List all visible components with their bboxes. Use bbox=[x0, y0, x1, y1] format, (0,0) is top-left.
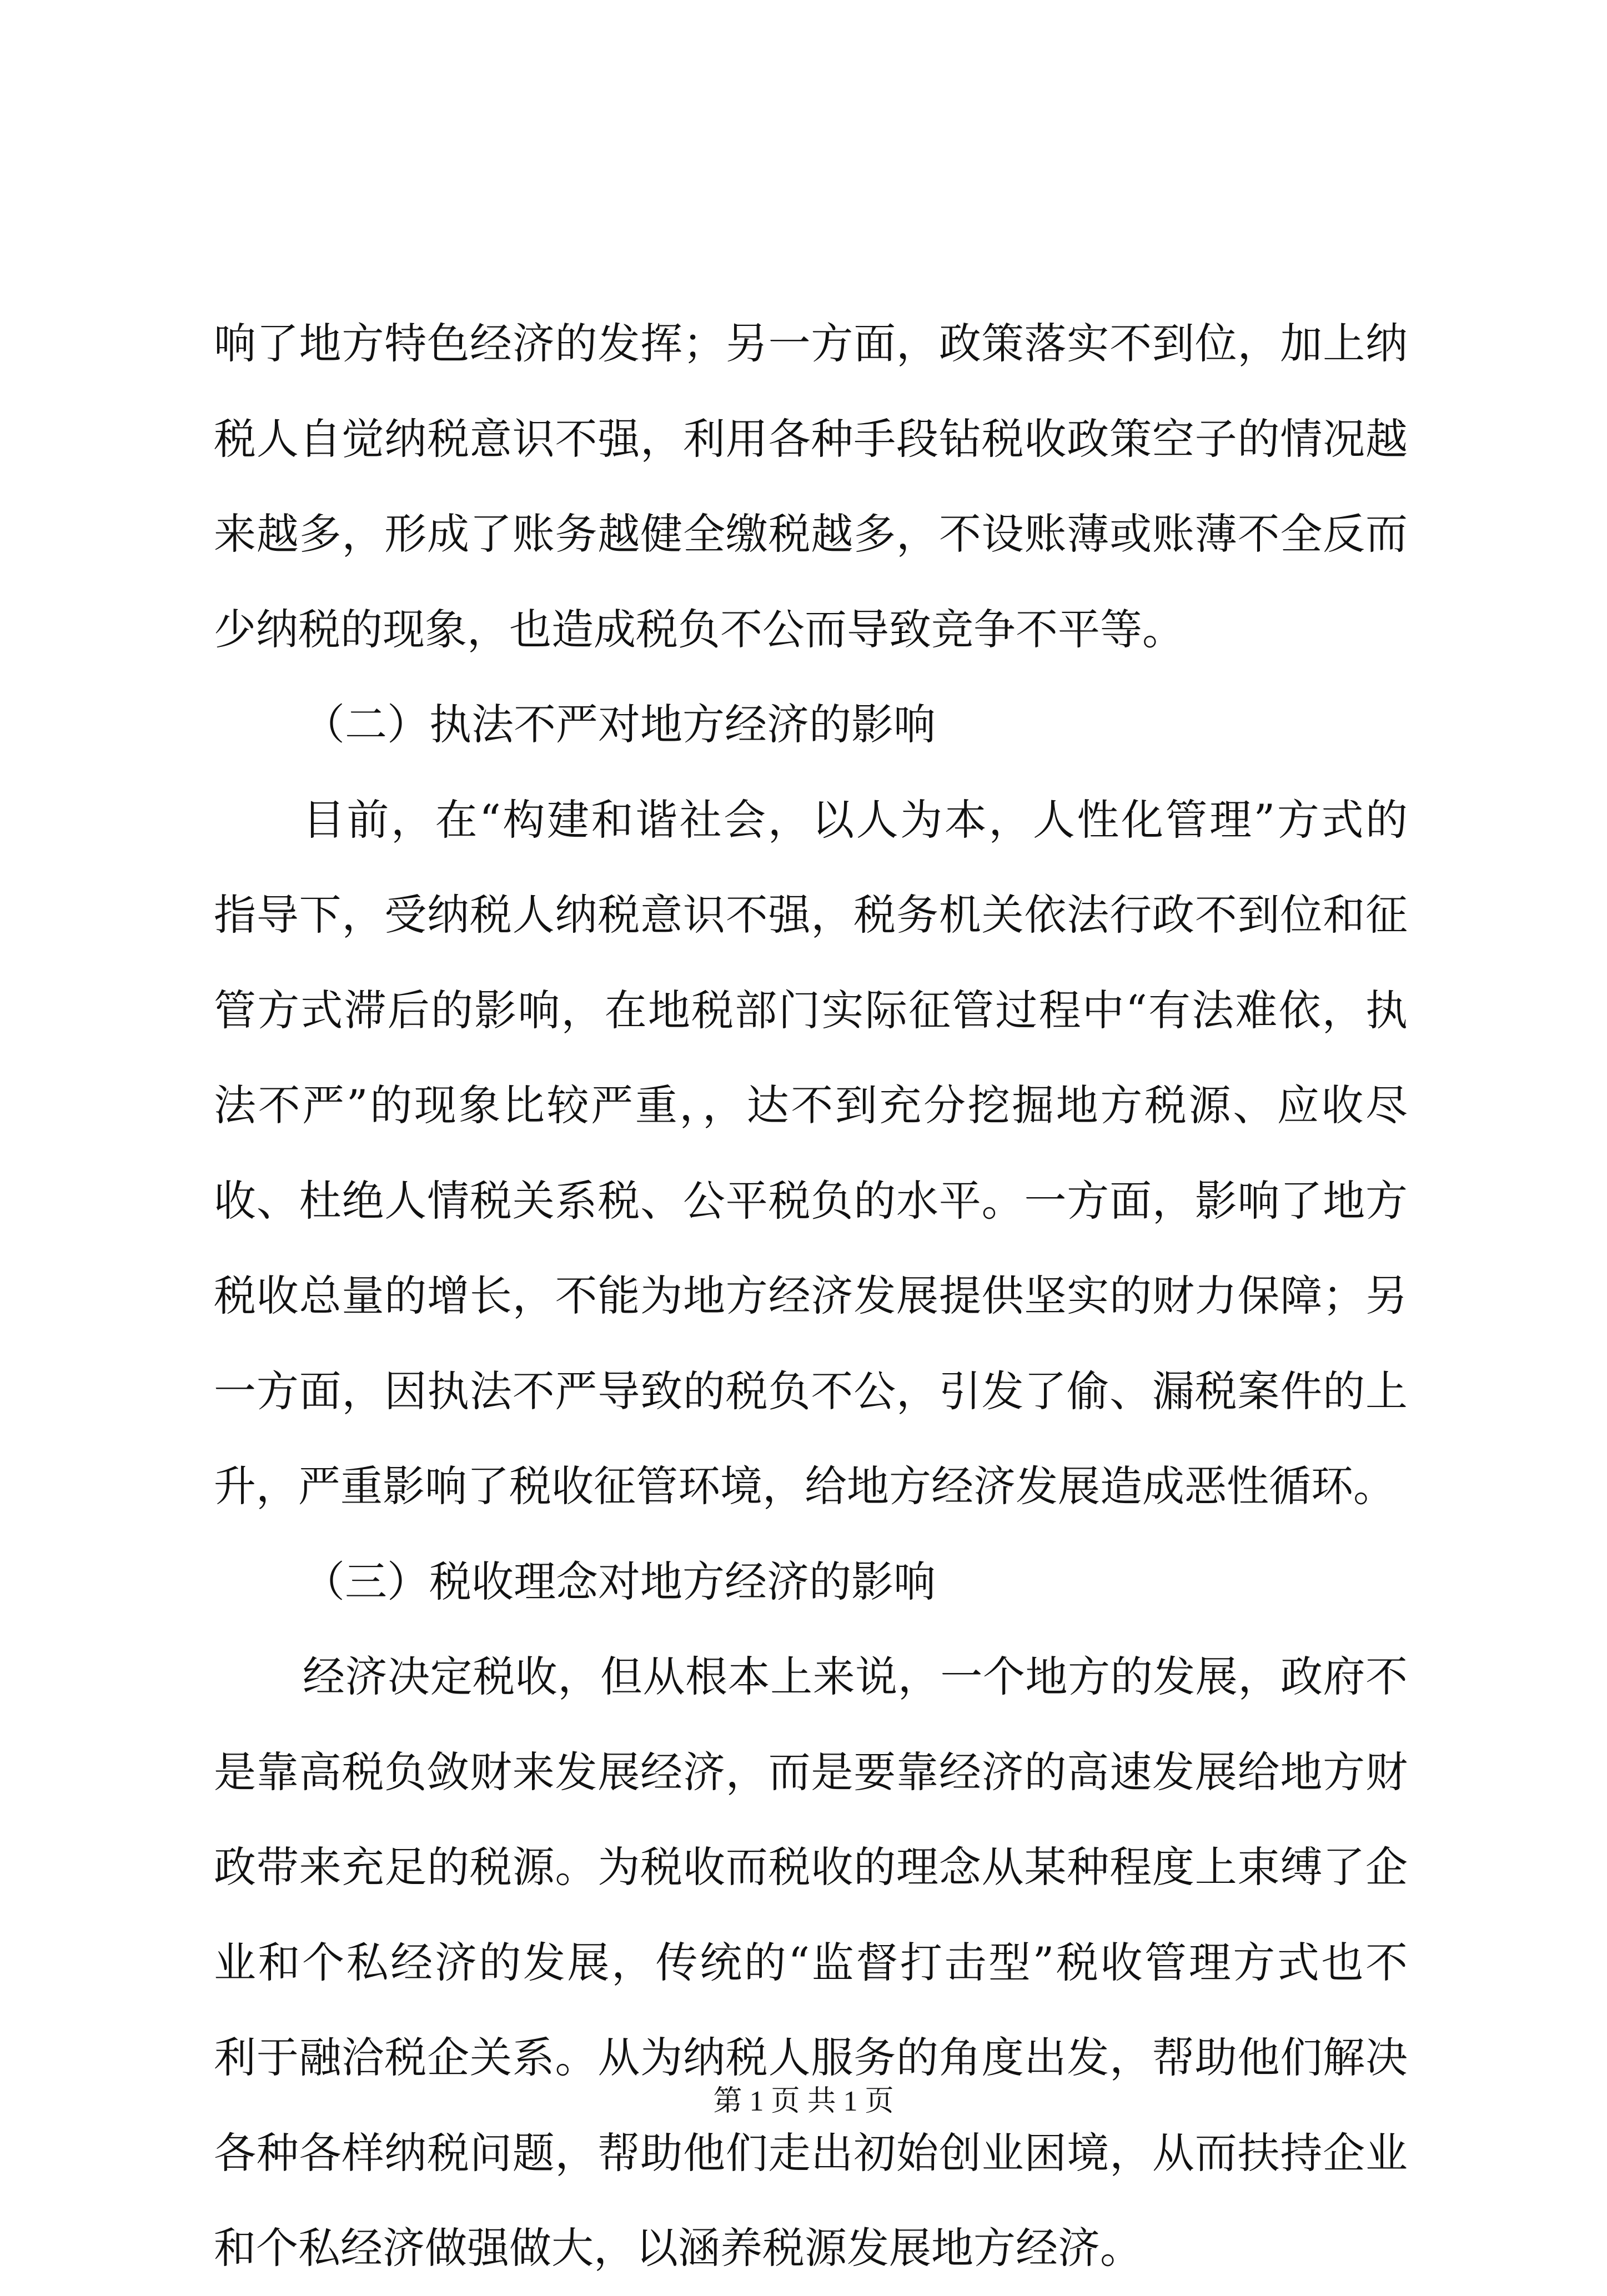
paragraph-line: 管方式滞后的影响，在地税部门实际征管过程中“有法难依，执 bbox=[214, 985, 1408, 1035]
paragraph-line: 是靠高税负敛财来发展经济，而是要靠经济的高速发展给地方财 bbox=[214, 1747, 1408, 1797]
paragraph-line: 业和个私经济的发展，传统的“监督打击型”税收管理方式也不 bbox=[214, 1937, 1408, 1987]
paragraph-line: 经济决定税收，但从根本上来说，一个地方的发展，政府不 bbox=[303, 1652, 1408, 1701]
paragraph-line: 法不严”的现象比较严重，，达不到充分挖掘地方税源、应收尽 bbox=[214, 1081, 1408, 1130]
document-body bbox=[214, 296, 1408, 2296]
paragraph-line: 少纳税的现象，也造成税负不公而导致竞争不平等。 bbox=[214, 604, 1184, 654]
paragraph-line: 各种各样纳税问题，帮助他们走出初始创业困境，从而扶持企业 bbox=[214, 2128, 1408, 2178]
paragraph-line: 一方面，因执法不严导致的税负不公，引发了偷、漏税案件的上 bbox=[214, 1366, 1408, 1416]
paragraph-line: 来越多，形成了账务越健全缴税越多，不设账薄或账薄不全反而 bbox=[214, 509, 1408, 559]
paragraph-line: 利于融洽税企关系。从为纳税人服务的角度出发，帮助他们解决 bbox=[214, 2033, 1408, 2082]
paragraph-line: 政带来充足的税源。为税收而税收的理念从某种程度上束缚了企 bbox=[214, 1842, 1408, 1892]
paragraph-line: 税人自觉纳税意识不强，利用各种手段钻税收政策空子的情况越 bbox=[214, 414, 1408, 464]
paragraph-line: 升，严重影响了税收征管环境，给地方经济发展造成恶性循环。 bbox=[214, 1461, 1395, 1511]
paragraph-line: 指导下，受纳税人纳税意识不强，税务机关依法行政不到位和征 bbox=[214, 890, 1408, 939]
section-heading-two: （二）执法不严对地方经济的影响 bbox=[303, 700, 936, 749]
paragraph-line: 收、杜绝人情税关系税、公平税负的水平。一方面，影响了地方 bbox=[214, 1175, 1408, 1225]
section-heading-three: （三）税收理念对地方经济的影响 bbox=[303, 1556, 936, 1606]
paragraph-line: 税收总量的增长，不能为地方经济发展提供坚实的财力保障；另 bbox=[214, 1271, 1408, 1320]
paragraph-line: 目前，在“构建和谐社会，以人为本，人性化管理”方式的 bbox=[303, 795, 1408, 845]
paragraph-line: 和个私经济做强做大，以涵养税源发展地方经济。 bbox=[214, 2223, 1142, 2273]
page-footer: 第 1 页 共 1 页 bbox=[713, 2086, 894, 2117]
paragraph-line: 响了地方特色经济的发挥；另一方面，政策落实不到位，加上纳 bbox=[214, 319, 1408, 368]
